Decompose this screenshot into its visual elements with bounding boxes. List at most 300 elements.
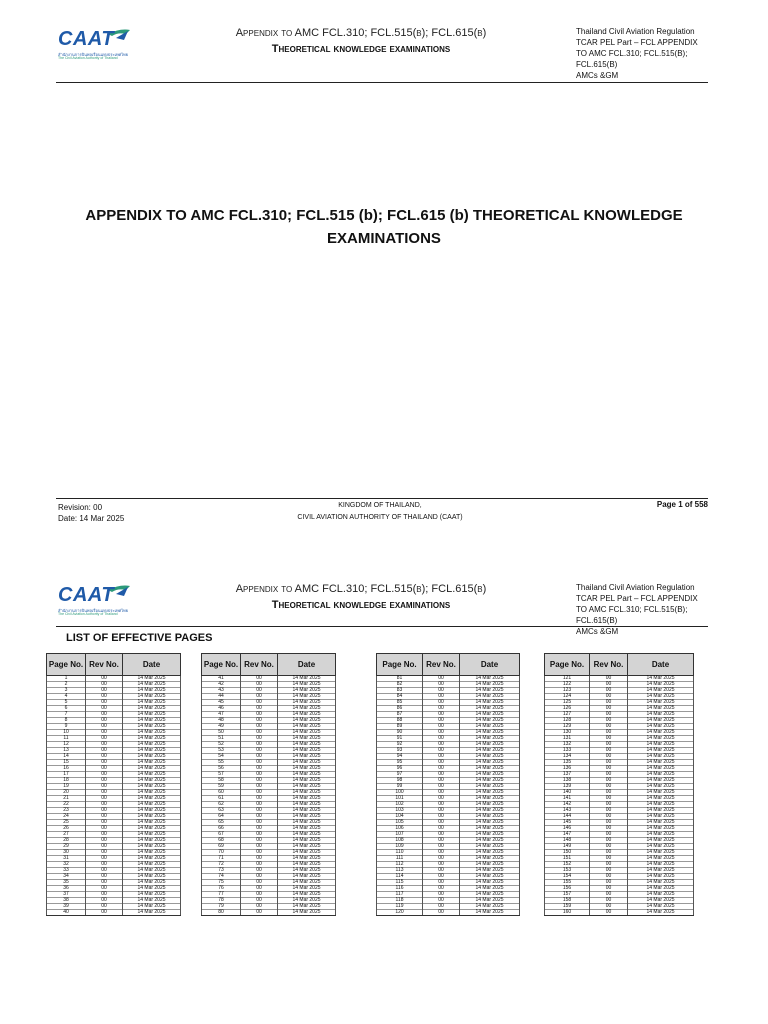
date-cell: 14 Mar 2025 bbox=[123, 832, 181, 838]
column-header-rev-no: Rev No. bbox=[423, 654, 460, 676]
date-cell: 14 Mar 2025 bbox=[460, 796, 520, 802]
rev-no-cell: 00 bbox=[590, 820, 628, 826]
page-no-cell: 130 bbox=[545, 730, 590, 736]
date-cell: 14 Mar 2025 bbox=[628, 838, 694, 844]
date-cell: 14 Mar 2025 bbox=[460, 778, 520, 784]
column-header-page-no: Page No. bbox=[377, 654, 423, 676]
rev-no-cell: 00 bbox=[423, 718, 460, 724]
date-cell: 14 Mar 2025 bbox=[278, 700, 336, 706]
page-no-cell: 10 bbox=[47, 730, 86, 736]
rev-no-cell: 00 bbox=[86, 868, 123, 874]
rev-no-cell: 00 bbox=[86, 682, 123, 688]
rev-no-cell: 00 bbox=[590, 850, 628, 856]
page-no-cell: 37 bbox=[47, 892, 86, 898]
page-no-cell: 79 bbox=[202, 904, 241, 910]
date-cell: 14 Mar 2025 bbox=[460, 910, 520, 916]
date-cell: 14 Mar 2025 bbox=[278, 892, 336, 898]
rev-no-cell: 00 bbox=[423, 838, 460, 844]
column-header-date: Date bbox=[278, 654, 336, 676]
page-no-cell: 117 bbox=[377, 892, 423, 898]
page-no-cell: 60 bbox=[202, 790, 241, 796]
rev-no-cell: 00 bbox=[423, 742, 460, 748]
rev-no-cell: 00 bbox=[241, 694, 278, 700]
rev-no-cell: 00 bbox=[590, 718, 628, 724]
rev-no-cell: 00 bbox=[241, 838, 278, 844]
logo-subtitle-thai: สำนักงานการบินพลเรือนแห่งประเทศไทย bbox=[58, 608, 129, 613]
rev-no-cell: 00 bbox=[423, 892, 460, 898]
rev-no-cell: 00 bbox=[241, 724, 278, 730]
rev-no-cell: 00 bbox=[590, 682, 628, 688]
rev-no-cell: 00 bbox=[423, 862, 460, 868]
date-cell: 14 Mar 2025 bbox=[460, 802, 520, 808]
column-header-rev-no: Rev No. bbox=[241, 654, 278, 676]
date-cell: 14 Mar 2025 bbox=[628, 676, 694, 682]
page-no-cell: 71 bbox=[202, 856, 241, 862]
page-no-cell: 31 bbox=[47, 856, 86, 862]
rev-no-cell: 00 bbox=[86, 790, 123, 796]
footer-divider bbox=[56, 498, 708, 499]
logo-text: CAAT bbox=[58, 28, 115, 50]
date-cell: 14 Mar 2025 bbox=[628, 748, 694, 754]
date-cell: 14 Mar 2025 bbox=[123, 856, 181, 862]
date-cell: 14 Mar 2025 bbox=[278, 832, 336, 838]
page-no-cell: 22 bbox=[47, 802, 86, 808]
rev-no-cell: 00 bbox=[590, 772, 628, 778]
date-cell: 14 Mar 2025 bbox=[628, 904, 694, 910]
rev-no-cell: 00 bbox=[590, 748, 628, 754]
date-cell: 14 Mar 2025 bbox=[460, 724, 520, 730]
date-cell: 14 Mar 2025 bbox=[123, 802, 181, 808]
rev-no-cell: 00 bbox=[590, 910, 628, 916]
date-cell: 14 Mar 2025 bbox=[123, 730, 181, 736]
date-cell: 14 Mar 2025 bbox=[628, 778, 694, 784]
date-cell: 14 Mar 2025 bbox=[460, 838, 520, 844]
date-cell: 14 Mar 2025 bbox=[278, 862, 336, 868]
table-row bbox=[47, 910, 181, 916]
date-cell: 14 Mar 2025 bbox=[628, 820, 694, 826]
page-no-cell: 108 bbox=[377, 838, 423, 844]
date-cell: 14 Mar 2025 bbox=[123, 712, 181, 718]
page-no-cell: 158 bbox=[545, 898, 590, 904]
page-no-cell: 86 bbox=[377, 706, 423, 712]
date-cell: 14 Mar 2025 bbox=[278, 724, 336, 730]
date-cell: 14 Mar 2025 bbox=[460, 880, 520, 886]
rev-no-cell: 00 bbox=[590, 742, 628, 748]
rev-no-cell: 00 bbox=[590, 904, 628, 910]
date-cell: 14 Mar 2025 bbox=[278, 748, 336, 754]
date-cell: 14 Mar 2025 bbox=[628, 850, 694, 856]
page-no-cell: 73 bbox=[202, 868, 241, 874]
footer-page-number: Page 1 of 558 bbox=[656, 500, 708, 509]
page-no-cell: 28 bbox=[47, 838, 86, 844]
rev-no-cell: 00 bbox=[241, 862, 278, 868]
page-no-cell: 106 bbox=[377, 826, 423, 832]
rev-no-cell: 00 bbox=[86, 838, 123, 844]
header-title-line1: Appendix to AMC FCL.310; FCL.515(b); FCL.615(b) bbox=[235, 583, 487, 595]
date-cell: 14 Mar 2025 bbox=[460, 760, 520, 766]
date-cell: 14 Mar 2025 bbox=[460, 814, 520, 820]
page-no-cell: 132 bbox=[545, 742, 590, 748]
date-cell: 14 Mar 2025 bbox=[460, 736, 520, 742]
date-cell: 14 Mar 2025 bbox=[278, 910, 336, 916]
page-no-cell: 77 bbox=[202, 892, 241, 898]
rev-no-cell: 00 bbox=[241, 850, 278, 856]
page-no-cell: 58 bbox=[202, 778, 241, 784]
page-no-cell: 67 bbox=[202, 832, 241, 838]
page-no-cell: 126 bbox=[545, 706, 590, 712]
date-cell: 14 Mar 2025 bbox=[123, 724, 181, 730]
date-cell: 14 Mar 2025 bbox=[628, 874, 694, 880]
rev-no-cell: 00 bbox=[86, 706, 123, 712]
page-no-cell: 95 bbox=[377, 760, 423, 766]
document-page-2 bbox=[0, 556, 768, 1024]
rev-no-cell: 00 bbox=[86, 874, 123, 880]
date-cell: 14 Mar 2025 bbox=[123, 760, 181, 766]
page-no-cell: 8 bbox=[47, 718, 86, 724]
page-no-cell: 101 bbox=[377, 796, 423, 802]
rev-no-cell: 00 bbox=[423, 910, 460, 916]
date-cell: 14 Mar 2025 bbox=[460, 904, 520, 910]
footer-revision: Revision: 00 bbox=[58, 503, 103, 512]
header-title-line2: Theoretical knowledge examinations bbox=[271, 43, 451, 55]
rev-no-cell: 00 bbox=[241, 754, 278, 760]
date-cell: 14 Mar 2025 bbox=[123, 688, 181, 694]
page-no-cell: 66 bbox=[202, 826, 241, 832]
rev-no-cell: 00 bbox=[86, 820, 123, 826]
rev-no-cell: 00 bbox=[241, 676, 278, 682]
date-cell: 14 Mar 2025 bbox=[628, 808, 694, 814]
page-no-cell: 96 bbox=[377, 766, 423, 772]
rev-no-cell: 00 bbox=[423, 790, 460, 796]
header-right-line: AMCs &GM bbox=[576, 71, 619, 80]
rev-no-cell: 00 bbox=[590, 736, 628, 742]
page-no-cell: 9 bbox=[47, 724, 86, 730]
page-no-cell: 121 bbox=[545, 676, 590, 682]
rev-no-cell: 00 bbox=[86, 802, 123, 808]
date-cell: 14 Mar 2025 bbox=[278, 760, 336, 766]
date-cell: 14 Mar 2025 bbox=[460, 742, 520, 748]
date-cell: 14 Mar 2025 bbox=[123, 718, 181, 724]
rev-no-cell: 00 bbox=[86, 700, 123, 706]
date-cell: 14 Mar 2025 bbox=[460, 856, 520, 862]
page-no-cell: 104 bbox=[377, 814, 423, 820]
page-no-cell: 47 bbox=[202, 712, 241, 718]
date-cell: 14 Mar 2025 bbox=[278, 820, 336, 826]
date-cell: 14 Mar 2025 bbox=[123, 814, 181, 820]
page-no-cell: 64 bbox=[202, 814, 241, 820]
footer-authority bbox=[200, 500, 560, 524]
date-cell: 14 Mar 2025 bbox=[460, 820, 520, 826]
page-no-cell: 63 bbox=[202, 808, 241, 814]
rev-no-cell: 00 bbox=[86, 904, 123, 910]
document-title: APPENDIX TO AMC FCL.310; FCL.515 (b); FCL.615 (b) THEORETICAL KNOWLEDGE EXAMINATIONS bbox=[85, 207, 683, 247]
column-header-date: Date bbox=[123, 654, 181, 676]
page-no-cell: 33 bbox=[47, 868, 86, 874]
date-cell: 14 Mar 2025 bbox=[278, 808, 336, 814]
rev-no-cell: 00 bbox=[241, 802, 278, 808]
date-cell: 14 Mar 2025 bbox=[278, 826, 336, 832]
date-cell: 14 Mar 2025 bbox=[628, 832, 694, 838]
date-cell: 14 Mar 2025 bbox=[460, 700, 520, 706]
date-cell: 14 Mar 2025 bbox=[628, 802, 694, 808]
page-no-cell: 140 bbox=[545, 790, 590, 796]
page-no-cell: 20 bbox=[47, 790, 86, 796]
date-cell: 14 Mar 2025 bbox=[628, 910, 694, 916]
rev-no-cell: 00 bbox=[86, 760, 123, 766]
date-cell: 14 Mar 2025 bbox=[460, 748, 520, 754]
page-no-cell: 159 bbox=[545, 904, 590, 910]
rev-no-cell: 00 bbox=[86, 694, 123, 700]
page-no-cell: 141 bbox=[545, 796, 590, 802]
date-cell: 14 Mar 2025 bbox=[460, 868, 520, 874]
rev-no-cell: 00 bbox=[86, 712, 123, 718]
date-cell: 14 Mar 2025 bbox=[460, 862, 520, 868]
rev-no-cell: 00 bbox=[590, 754, 628, 760]
page-no-cell: 76 bbox=[202, 886, 241, 892]
column-header-rev-no: Rev No. bbox=[86, 654, 123, 676]
date-cell: 14 Mar 2025 bbox=[278, 766, 336, 772]
header-regulation-info bbox=[576, 26, 711, 81]
rev-no-cell: 00 bbox=[590, 760, 628, 766]
page-no-cell: 115 bbox=[377, 880, 423, 886]
rev-no-cell: 00 bbox=[590, 724, 628, 730]
date-cell: 14 Mar 2025 bbox=[628, 886, 694, 892]
page-no-cell: 105 bbox=[377, 820, 423, 826]
page-no-cell: 156 bbox=[545, 886, 590, 892]
date-cell: 14 Mar 2025 bbox=[278, 718, 336, 724]
rev-no-cell: 00 bbox=[590, 766, 628, 772]
date-cell: 14 Mar 2025 bbox=[123, 886, 181, 892]
rev-no-cell: 00 bbox=[590, 706, 628, 712]
rev-no-cell: 00 bbox=[590, 898, 628, 904]
date-cell: 14 Mar 2025 bbox=[278, 850, 336, 856]
page-no-cell: 149 bbox=[545, 844, 590, 850]
header-title bbox=[206, 582, 516, 613]
rev-no-cell: 00 bbox=[241, 844, 278, 850]
page-no-cell: 4 bbox=[47, 694, 86, 700]
page-no-cell: 133 bbox=[545, 748, 590, 754]
rev-no-cell: 00 bbox=[86, 808, 123, 814]
rev-no-cell: 00 bbox=[590, 778, 628, 784]
page-no-cell: 38 bbox=[47, 898, 86, 904]
page-no-cell: 43 bbox=[202, 688, 241, 694]
rev-no-cell: 00 bbox=[241, 910, 278, 916]
page-no-cell: 153 bbox=[545, 868, 590, 874]
column-header-date: Date bbox=[460, 654, 520, 676]
page-no-cell: 90 bbox=[377, 730, 423, 736]
page-no-cell: 144 bbox=[545, 814, 590, 820]
date-cell: 14 Mar 2025 bbox=[123, 682, 181, 688]
rev-no-cell: 00 bbox=[590, 844, 628, 850]
rev-no-cell: 00 bbox=[423, 850, 460, 856]
date-cell: 14 Mar 2025 bbox=[628, 826, 694, 832]
date-cell: 14 Mar 2025 bbox=[628, 712, 694, 718]
page-no-cell: 122 bbox=[545, 682, 590, 688]
rev-no-cell: 00 bbox=[423, 682, 460, 688]
date-cell: 14 Mar 2025 bbox=[460, 784, 520, 790]
rev-no-cell: 00 bbox=[590, 688, 628, 694]
page-no-cell: 3 bbox=[47, 688, 86, 694]
rev-no-cell: 00 bbox=[86, 844, 123, 850]
rev-no-cell: 00 bbox=[241, 886, 278, 892]
date-cell: 14 Mar 2025 bbox=[278, 838, 336, 844]
rev-no-cell: 00 bbox=[590, 790, 628, 796]
rev-no-cell: 00 bbox=[590, 832, 628, 838]
date-cell: 14 Mar 2025 bbox=[628, 898, 694, 904]
date-cell: 14 Mar 2025 bbox=[460, 730, 520, 736]
rev-no-cell: 00 bbox=[590, 838, 628, 844]
rev-no-cell: 00 bbox=[590, 814, 628, 820]
date-cell: 14 Mar 2025 bbox=[628, 856, 694, 862]
date-cell: 14 Mar 2025 bbox=[628, 700, 694, 706]
page-no-cell: 110 bbox=[377, 850, 423, 856]
page-no-cell: 94 bbox=[377, 754, 423, 760]
page-no-cell: 25 bbox=[47, 820, 86, 826]
date-cell: 14 Mar 2025 bbox=[123, 826, 181, 832]
date-cell: 14 Mar 2025 bbox=[460, 874, 520, 880]
header-title-line2: Theoretical knowledge examinations bbox=[271, 599, 451, 611]
rev-no-cell: 00 bbox=[423, 706, 460, 712]
rev-no-cell: 00 bbox=[241, 688, 278, 694]
date-cell: 14 Mar 2025 bbox=[278, 712, 336, 718]
date-cell: 14 Mar 2025 bbox=[123, 784, 181, 790]
date-cell: 14 Mar 2025 bbox=[123, 892, 181, 898]
page-no-cell: 32 bbox=[47, 862, 86, 868]
page-no-cell: 68 bbox=[202, 838, 241, 844]
page-no-cell: 14 bbox=[47, 754, 86, 760]
rev-no-cell: 00 bbox=[241, 718, 278, 724]
date-cell: 14 Mar 2025 bbox=[123, 874, 181, 880]
page-no-cell: 19 bbox=[47, 784, 86, 790]
rev-no-cell: 00 bbox=[86, 754, 123, 760]
page-no-cell: 13 bbox=[47, 748, 86, 754]
rev-no-cell: 00 bbox=[241, 706, 278, 712]
rev-no-cell: 00 bbox=[86, 730, 123, 736]
date-cell: 14 Mar 2025 bbox=[460, 682, 520, 688]
date-cell: 14 Mar 2025 bbox=[628, 772, 694, 778]
date-cell: 14 Mar 2025 bbox=[123, 736, 181, 742]
date-cell: 14 Mar 2025 bbox=[628, 880, 694, 886]
page-no-cell: 1 bbox=[47, 676, 86, 682]
rev-no-cell: 00 bbox=[86, 784, 123, 790]
page-no-cell: 56 bbox=[202, 766, 241, 772]
rev-no-cell: 00 bbox=[241, 790, 278, 796]
page-no-cell: 24 bbox=[47, 814, 86, 820]
date-cell: 14 Mar 2025 bbox=[123, 796, 181, 802]
rev-no-cell: 00 bbox=[86, 766, 123, 772]
rev-no-cell: 00 bbox=[241, 856, 278, 862]
page-no-cell: 70 bbox=[202, 850, 241, 856]
date-cell: 14 Mar 2025 bbox=[460, 694, 520, 700]
page-no-cell: 128 bbox=[545, 718, 590, 724]
date-cell: 14 Mar 2025 bbox=[123, 880, 181, 886]
page-no-cell: 45 bbox=[202, 700, 241, 706]
page-no-cell: 137 bbox=[545, 772, 590, 778]
page-no-cell: 18 bbox=[47, 778, 86, 784]
rev-no-cell: 00 bbox=[241, 796, 278, 802]
rev-no-cell: 00 bbox=[86, 676, 123, 682]
caat-logo bbox=[56, 584, 136, 620]
rev-no-cell: 00 bbox=[241, 760, 278, 766]
footer-authority-line1: KINGDOM OF THAILAND, bbox=[338, 502, 422, 509]
page-no-cell: 93 bbox=[377, 748, 423, 754]
footer-date: Date: 14 Mar 2025 bbox=[58, 514, 125, 523]
rev-no-cell: 00 bbox=[241, 748, 278, 754]
page-no-cell: 39 bbox=[47, 904, 86, 910]
date-cell: 14 Mar 2025 bbox=[628, 706, 694, 712]
rev-no-cell: 00 bbox=[86, 898, 123, 904]
date-cell: 14 Mar 2025 bbox=[123, 904, 181, 910]
rev-no-cell: 00 bbox=[86, 718, 123, 724]
rev-no-cell: 00 bbox=[590, 886, 628, 892]
header-regulation-info bbox=[576, 582, 711, 637]
date-cell: 14 Mar 2025 bbox=[123, 808, 181, 814]
rev-no-cell: 00 bbox=[86, 778, 123, 784]
rev-no-cell: 00 bbox=[86, 886, 123, 892]
date-cell: 14 Mar 2025 bbox=[460, 754, 520, 760]
date-cell: 14 Mar 2025 bbox=[278, 898, 336, 904]
rev-no-cell: 00 bbox=[86, 772, 123, 778]
date-cell: 14 Mar 2025 bbox=[123, 700, 181, 706]
rev-no-cell: 00 bbox=[590, 802, 628, 808]
date-cell: 14 Mar 2025 bbox=[123, 742, 181, 748]
rev-no-cell: 00 bbox=[423, 724, 460, 730]
page-no-cell: 7 bbox=[47, 712, 86, 718]
date-cell: 14 Mar 2025 bbox=[460, 808, 520, 814]
page-no-cell: 119 bbox=[377, 904, 423, 910]
rev-no-cell: 00 bbox=[241, 892, 278, 898]
page-no-cell: 92 bbox=[377, 742, 423, 748]
page-no-cell: 72 bbox=[202, 862, 241, 868]
date-cell: 14 Mar 2025 bbox=[628, 682, 694, 688]
date-cell: 14 Mar 2025 bbox=[278, 790, 336, 796]
header-right-line: AMCs &GM bbox=[576, 627, 619, 636]
page-no-cell: 75 bbox=[202, 880, 241, 886]
page-no-cell: 118 bbox=[377, 898, 423, 904]
date-cell: 14 Mar 2025 bbox=[278, 730, 336, 736]
date-cell: 14 Mar 2025 bbox=[278, 772, 336, 778]
rev-no-cell: 00 bbox=[241, 820, 278, 826]
rev-no-cell: 00 bbox=[86, 880, 123, 886]
date-cell: 14 Mar 2025 bbox=[278, 868, 336, 874]
page-no-cell: 48 bbox=[202, 718, 241, 724]
rev-no-cell: 00 bbox=[423, 796, 460, 802]
effective-pages-table bbox=[544, 653, 694, 916]
date-cell: 14 Mar 2025 bbox=[278, 742, 336, 748]
effective-pages-table bbox=[376, 653, 520, 916]
page-no-cell: 160 bbox=[545, 910, 590, 916]
page-no-cell: 131 bbox=[545, 736, 590, 742]
page-no-cell: 113 bbox=[377, 868, 423, 874]
rev-no-cell: 00 bbox=[423, 826, 460, 832]
page-no-cell: 50 bbox=[202, 730, 241, 736]
date-cell: 14 Mar 2025 bbox=[123, 766, 181, 772]
date-cell: 14 Mar 2025 bbox=[278, 874, 336, 880]
header-title bbox=[206, 26, 516, 57]
column-header-page-no: Page No. bbox=[47, 654, 86, 676]
date-cell: 14 Mar 2025 bbox=[460, 898, 520, 904]
date-cell: 14 Mar 2025 bbox=[278, 886, 336, 892]
date-cell: 14 Mar 2025 bbox=[123, 790, 181, 796]
page-no-cell: 114 bbox=[377, 874, 423, 880]
rev-no-cell: 00 bbox=[241, 772, 278, 778]
list-of-effective-pages-title: LIST OF EFFECTIVE PAGES bbox=[66, 632, 213, 644]
date-cell: 14 Mar 2025 bbox=[278, 784, 336, 790]
date-cell: 14 Mar 2025 bbox=[460, 688, 520, 694]
rev-no-cell: 00 bbox=[423, 904, 460, 910]
rev-no-cell: 00 bbox=[423, 736, 460, 742]
page-no-cell: 100 bbox=[377, 790, 423, 796]
